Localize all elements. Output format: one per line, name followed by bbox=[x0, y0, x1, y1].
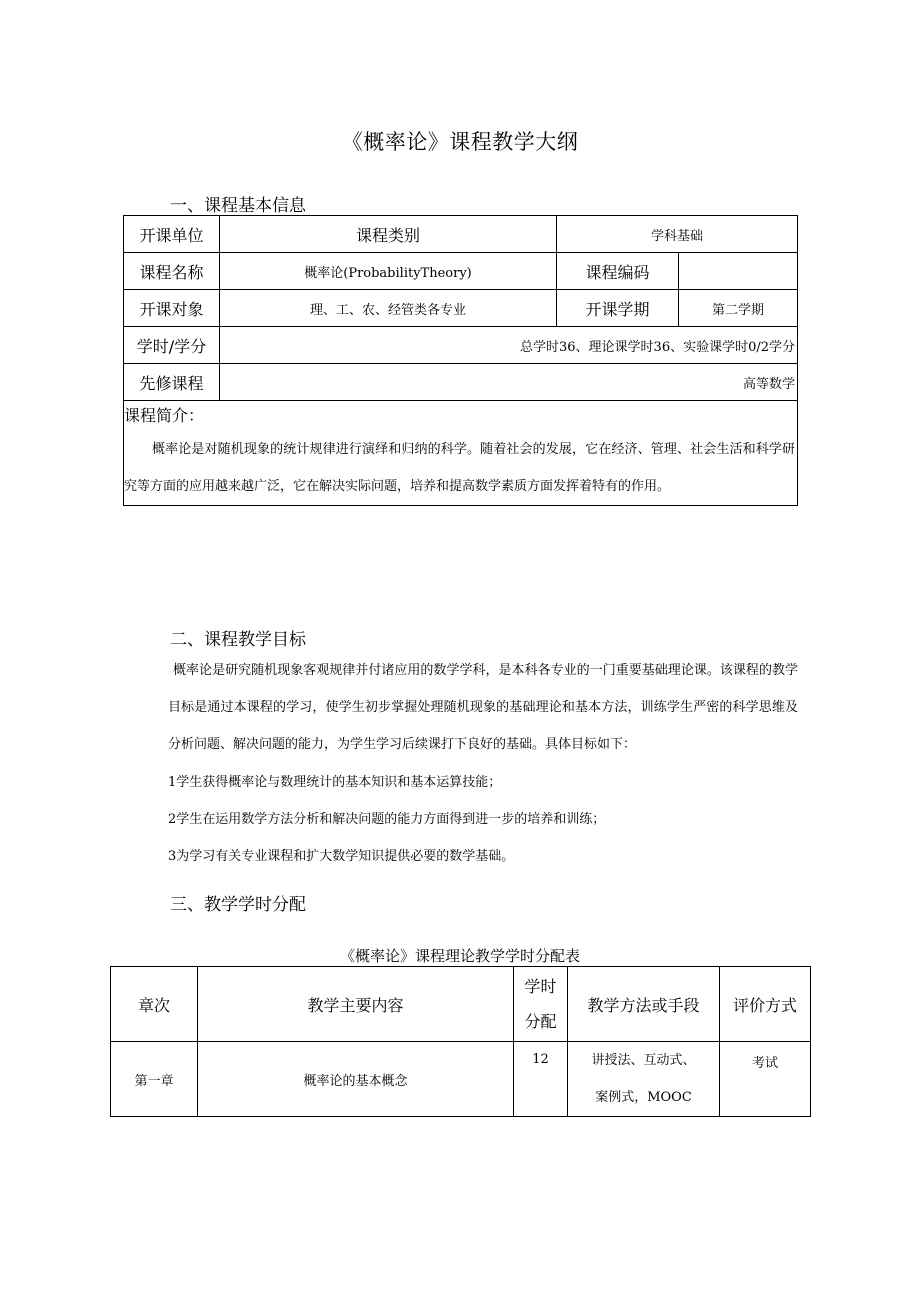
page-title: 《概率论》课程教学大纲 bbox=[341, 130, 579, 154]
header-evaluation: 评价方式 bbox=[720, 967, 811, 1042]
course-info-table bbox=[123, 215, 798, 506]
audience-label: 开课对象 bbox=[124, 290, 220, 327]
prereq-value: 高等数学 bbox=[220, 364, 798, 401]
header-method: 教学方法或手段 bbox=[568, 967, 720, 1042]
objective-item-2: 2学生在运用数学方法分析和解决问题的能力方面得到进一步的培养和训练； bbox=[168, 812, 606, 827]
table-row bbox=[124, 327, 798, 364]
semester-value: 第二学期 bbox=[679, 290, 798, 327]
row-method-line1: 讲授法、互动式、 bbox=[591, 1053, 696, 1068]
category-value: 学科基础 bbox=[557, 216, 798, 253]
table-row bbox=[124, 401, 798, 506]
table-row bbox=[124, 290, 798, 327]
hours-allocation-table bbox=[110, 966, 811, 1117]
objective-item-1: 1学生获得概率论与数理统计的基本知识和基本运算技能； bbox=[168, 775, 502, 790]
header-hours-line2: 分配 bbox=[524, 1012, 557, 1031]
section2-heading: 二、课程教学目标 bbox=[170, 630, 306, 650]
hours-label: 学时/学分 bbox=[124, 327, 220, 364]
prereq-label: 先修课程 bbox=[124, 364, 220, 401]
unit-label: 开课单位 bbox=[124, 216, 220, 253]
row-method bbox=[568, 1042, 720, 1117]
row-hours: 12 bbox=[514, 1042, 568, 1117]
table-header-row bbox=[111, 967, 811, 1042]
audience-value: 理、工、农、经管类各专业 bbox=[220, 290, 557, 327]
table-row bbox=[124, 253, 798, 290]
objective-item-3: 3为学习有关专业课程和扩大数学知识提供必要的数学基础。 bbox=[168, 849, 515, 864]
category-label: 课程类别 bbox=[220, 216, 557, 253]
section3-heading: 三、教学学时分配 bbox=[170, 895, 306, 915]
row-chapter: 第一章 bbox=[111, 1042, 198, 1117]
semester-label: 开课学期 bbox=[557, 290, 679, 327]
header-hours-line1: 学时 bbox=[524, 977, 557, 996]
header-chapter: 章次 bbox=[111, 967, 198, 1042]
row-method-line2: 案例式，MOOC bbox=[595, 1090, 692, 1105]
course-intro-cell bbox=[124, 401, 798, 506]
section1-heading: 一、课程基本信息 bbox=[170, 196, 306, 216]
code-value bbox=[679, 253, 798, 290]
header-content: 教学主要内容 bbox=[198, 967, 514, 1042]
row-content: 概率论的基本概念 bbox=[198, 1042, 514, 1117]
objectives-paragraph: 概率论是研究随机现象客观规律并付诸应用的数学学科，是本科各专业的一门重要基础理论课。该课程的教学目标是通过本课程的学习，使学生初步掌握处理随机现象的基础理论和基本方法，训练学生严密的科学思维及分析问题、解决问题的能力，为学生学习后续课打下良好的基础。具体目标如下： bbox=[168, 663, 798, 752]
table-row bbox=[124, 216, 798, 253]
row-evaluation: 考试 bbox=[720, 1042, 811, 1117]
header-hours bbox=[514, 967, 568, 1042]
table-row bbox=[111, 1042, 811, 1117]
table-row bbox=[124, 364, 798, 401]
name-label: 课程名称 bbox=[124, 253, 220, 290]
hours-value: 总学时36、理论课学时36、实验课学时0/2学分 bbox=[220, 327, 798, 364]
code-label: 课程编码 bbox=[557, 253, 679, 290]
name-value: 概率论(ProbabilityTheory) bbox=[220, 253, 557, 290]
intro-label: 课程简介： bbox=[124, 406, 205, 425]
table-caption: 《概率论》课程理论教学学时分配表 bbox=[339, 947, 580, 965]
intro-text: 概率论是对随机现象的统计规律进行演绎和归纳的科学。随着社会的发展，它在经济、管理、社会生活和科学研究等方面的应用越来越广泛，它在解决实际问题，培养和提高数学素质方面发挥着特有的作用。 bbox=[124, 442, 796, 494]
